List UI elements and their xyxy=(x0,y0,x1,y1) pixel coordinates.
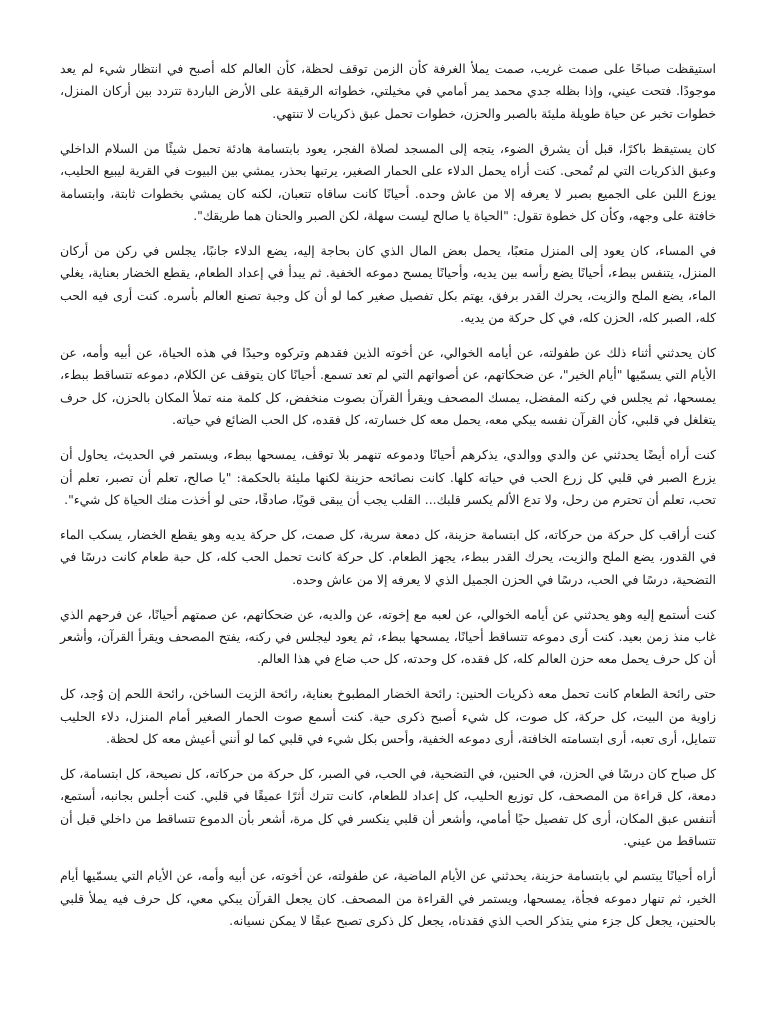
paragraph-10: أراه أحيانًا يبتسم لي بابتسامة حزينة، يحدثني عن الأيام الماضية، عن طفولته، عن أخوته، عن أبيه وأمه، عن الأيام التي يسمّيها أيام الخير، ثم تنهار دموعه فجأة، يمسحها، ويستمر في القراءة من المصحف. كان يجعل القرآن يبكي معي، كل حرف فيه يملأ قلبي بالحنين، يجعل كل جزء مني يتذكر الحب الذي فقدناه، يجعل كل ذكرى تصبح عبقًا لا يمكن نسيانه. xyxy=(60,868,716,928)
paragraph-4: كان يحدثني أثناء ذلك عن طفولته، عن أيامه الخوالي، عن أخوته الذين فقدهم وتركوه وحيدًا في هذه الحياة، عن أبيه وأمه، عن الأيام التي يسمّيها "أيام الخير"، عن ضحكاتهم، عن أصواتهم التي لم تعد تسمع. أحيانًا كان يتوقف عن الكلام، دموعه تتساقط ببطء، يمسحها، ثم يجلس في ركنه المفضل، يمسك المصحف ويقرأ القرآن بصوت منخفض، كل كلمة منه تملأ المكان بالحزن، كل حرف يتغلغل في قلبي، كأن القرآن نفسه يبكي معه، يحمل معه كل خسارته، كل فقده، كل الحب الضائع في حياته. xyxy=(60,344,716,428)
paragraph-6: كنت أراقب كل حركة من حركاته، كل ابتسامة حزينة، كل دمعة سرية، كل صمت، كل حركة يديه وهو يقطع الخضار، يسكب الماء في القدور، يضع الملح والزيت، يحرك القدر ببطء، يجهز الطعام. كل حركة كانت تحمل الحب كله، كل حبة طعام كانت درسًا في التضحية، درسًا في الحب، درسًا في الحزن الجميل الذي لا يعرفه إلا من عاش وحده. xyxy=(60,526,716,587)
paragraph-7: كنت أستمع إليه وهو يحدثني عن أيامه الخوالي، عن لعبه مع إخوته، عن والديه، عن ضحكاتهم، عن صمتهم أحيانًا، عن فرحهم الذي غاب منذ زمن بعيد. كنت أرى دموعه تتساقط أحيانًا، يمسحها ببطء، ثم يعود ليجلس في ركنه، يفتح المصحف ويقرأ القرآن، وأشعر أن كل حرف يحمل معه حزن العالم كله، كل فقده، كل وحدته، كل حب ضاع في هذا العالم. xyxy=(60,606,716,667)
paragraph-3: في المساء، كان يعود إلى المنزل متعبًا، يحمل بعض المال الذي كان بحاجة إليه، يضع الدلاء جانبًا، يجلس في ركن من أركان المنزل، يتنفس ببطء، أحيانًا يضع رأسه بين يديه، وأحيانًا يمسح دموعه الخفية. ثم يبدأ في إعداد الطعام، يقطع الخضار بعناية، يغلي الماء، يضع الملح والزيت، يحرك القدر برفق، يهتم بكل تفصيل صغير كما لو أن كل وجبة تصنع العالم بأسره. كنت أرى فيه الحب كله، الصبر كله، الحزن كله، في كل حركة من يديه. xyxy=(60,242,716,326)
paragraph-2: كان يستيقظ باكرًا، قبل أن يشرق الضوء، يتجه إلى المسجد لصلاة الفجر، يعود بابتسامة هادئة تحمل شيئًا من السلام الداخلي وعبق الذكريات التي لم تُمحى. كنت أراه يحمل الدلاء على الحمار الصغير، يرتبها بحذر، يمشي بين البيوت في القرية ليبيع الحليب، يوزع اللبن على الجميع بصبر لا يعرفه إلا من عاش وحده. أحيانًا كانت ساقاه تتعبان، لكنه كان يمشي بخطوات ثابتة، وابتسامة خافتة على وجهه، وكأن كل خطوة تقول: "الحياة يا صالح ليست سهلة، لكن الصبر والحنان هما طريقك". xyxy=(60,140,716,223)
paragraph-9: كل صباح كان درسًا في الحزن، في الحنين، في التضحية، في الحب، في الصبر، كل حركة من حركاته، كل نصيحة، كل ابتسامة، كل دمعة، كل قراءة من المصحف، كل توزيع الحليب، كل إعداد للطعام، كانت تترك أثرًا عميقًا في قلبي. كنت أجلس بجانبه، أستمع، أتنفس عبق المكان، أرى كل تفصيل حيًا أمامي، وأشعر أن قلبي ينكسر في كل مرة، أشعر بأن الدموع تتساقط من داخلي قبل أن تتساقط من عيني. xyxy=(60,765,716,849)
paragraph-5: كنت أراه أيضًا يحدثني عن والدي ووالدي، يذكرهم أحيانًا ودموعه تنهمر بلا توقف، يمسحها ببطء، ويستمر في الحديث، يحاول أن يزرع الصبر في قلبي كل زرع الحب في حياته كلها. كانت نصائحه حزينة لكنها مليئة بالحكمة: "يا صالح، تعلم أن تصبر، تعلم أن تحب، تعلم أن تحترم من رحل، ولا تدع الألم يكسر قلبك... القلب يجب أن يبقى قويًا، صادقًا، حتى لو أخذت منك الحياة كل شيء". xyxy=(60,447,716,507)
document-body xyxy=(60,58,716,945)
paragraph-1: استيقظت صباحًا على صمت غريب، صمت يملأ الغرفة كأن الزمن توقف لحظة، كأن العالم كله أصبح في انتظار شيء لم يعد موجودًا. فتحت عيني، وإذا بظله جدي محمد يمر أمامي في مخيلتي، خطواته الرقيقة على الأرض الباردة تتردد بين أركان المنزل، خطوات تخبر عن حياة طويلة مليئة بالصبر والحزن، خطوات تحمل عبق ذكريات لا تنتهي. xyxy=(60,61,716,121)
paragraph-8: حتى رائحة الطعام كانت تحمل معه ذكريات الحنين: رائحة الخضار المطبوخ بعناية، رائحة الزيت الساخن، رائحة اللحم إن وُجد، كل زاوية من البيت، كل حركة، كل صوت، كل شيء أصبح ذكرى حية. كنت أسمع صوت الحمار الصغير أمام المنزل، دلاء الحليب تتمايل، أرى تعبه، أرى ابتسامته الخافتة، أرى دموعه الخفية، وأحس بكل شيء في قلبي كما لو أنني أعيش معه كل لحظة. xyxy=(60,686,716,747)
